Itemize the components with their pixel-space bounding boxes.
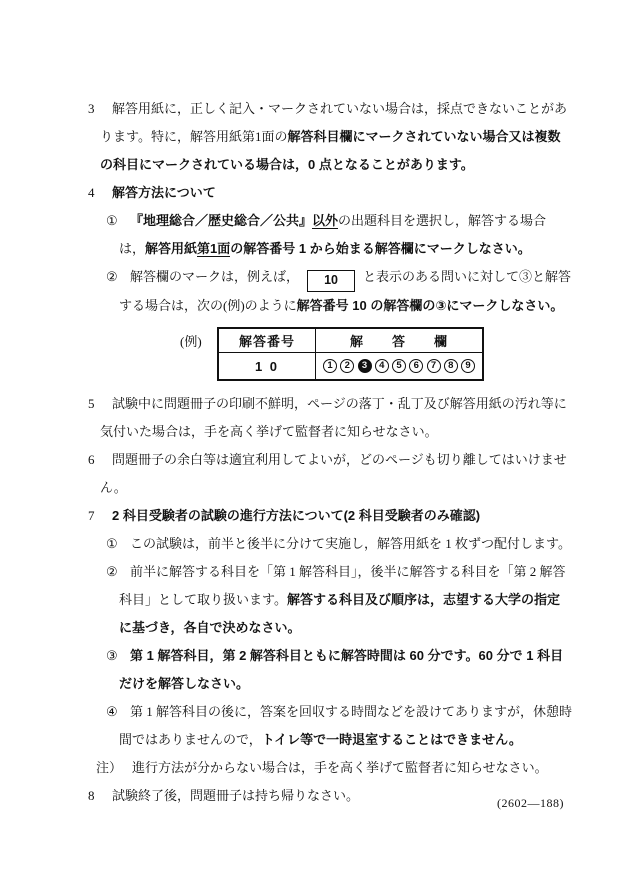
item-3-emphasis: 解答科目欄にマークされていない場合又は複数の科目にマークされている場合は，0 点となることがあります。 (100, 129, 561, 172)
igai-underlined: 以外 (312, 213, 339, 228)
example-data-row (218, 353, 483, 381)
sub-2-text-c: と解答する場合は，次の(例)のように (119, 269, 572, 313)
item-4-title: 解答方法について (112, 185, 216, 200)
sub-2-emphasis: 解答番号 10 の解答欄の (296, 298, 436, 313)
item-5 (88, 390, 572, 446)
sub-2-tail-emphasis: にマークしなさい。 (446, 298, 564, 313)
circled-3-marker: ③ (106, 648, 118, 663)
sub-7-2-text: 前半に解答する科目を「第 1 解答科目」，後半に解答する科目を「第 2 解答科目」として取り扱います。 (119, 564, 566, 607)
mark-option-3-filled: 3 (358, 359, 372, 373)
answer-sheet-emphasis: 解答用紙 (145, 241, 198, 256)
sub-7-4-emphasis: トイレ等で一時退室することはできません。 (261, 732, 522, 747)
item-5-number: 5 (88, 396, 95, 411)
mark-option-1: 1 (323, 359, 337, 373)
item-6 (88, 446, 572, 502)
mark-option-4: 4 (375, 359, 389, 373)
item-4-heading (88, 179, 572, 207)
answer-number-header: 解答番号 (218, 328, 316, 353)
answer-column-header: 解 答 欄 (316, 328, 484, 353)
item-4-sub-2 (100, 263, 572, 320)
sub-2-text-a: 解答欄のマークは，例えば， (130, 269, 300, 284)
first-side-underlined: 第1面 (197, 241, 231, 256)
item-7-number: 7 (88, 508, 95, 523)
circled-option-3-bold: ③ (435, 298, 447, 313)
example-header-row (218, 328, 483, 353)
page-code: (2602—188) (497, 796, 564, 810)
mark-option-9: 9 (461, 359, 475, 373)
mark-options (316, 353, 482, 379)
note-marker: 注） (96, 760, 123, 775)
circled-2-marker: ② (106, 269, 118, 284)
item-7-sub-2 (100, 558, 572, 642)
sub-1-tail-emphasis: の解答番号 1 から始まる解答欄にマークしなさい。 (230, 241, 531, 256)
example-block (180, 327, 572, 381)
answer-number-value: 1 0 (218, 353, 316, 381)
circled-4-marker: ④ (106, 704, 118, 719)
item-7-sub-1 (100, 530, 572, 558)
circled-option-3: ③ (519, 269, 533, 284)
item-7-heading (88, 502, 572, 530)
item-7-note (96, 754, 572, 782)
sub-2-text-b: と表示のある問いに対して (363, 269, 520, 284)
sub-7-3-emphasis: 第 1 解答科目，第 2 解答科目ともに解答時間は 60 分です。60 分で 1 科目だけを解答しなさい。 (119, 648, 564, 691)
sub-7-4-text: 第 1 解答科目の後に，答案を回収する時間などを設けてありますが，休憩時間ではありませんので， (119, 704, 573, 747)
item-7-title: 2 科目受験者の試験の進行方法について(2 科目受験者のみ確認) (112, 508, 481, 523)
sub-7-2-emphasis: 解答する科目及び順序は，志望する大学の指定に基づき，各自で決めなさい。 (119, 592, 560, 635)
example-table (217, 327, 484, 381)
note-text: 進行方法が分からない場合は，手を高く挙げて監督者に知らせなさい。 (132, 760, 548, 775)
item-3-number: 3 (88, 101, 95, 116)
item-5-text: 試験中に問題冊子の印刷不鮮明，ページの落丁・乱丁及び解答用紙の汚れ等に気付いた場合は，手を高く挙げて監督者に知らせなさい。 (100, 396, 567, 439)
mark-option-7: 7 (427, 359, 441, 373)
item-3 (88, 95, 572, 179)
mark-options-cell (316, 353, 484, 381)
item-8-text: 試験終了後，問題冊子は持ち帰りなさい。 (112, 788, 360, 803)
item-4-number: 4 (88, 185, 95, 200)
mark-option-6: 6 (409, 359, 423, 373)
circled-2-marker: ② (106, 564, 118, 579)
circled-1-marker: ① (106, 536, 118, 551)
example-label: (例) (180, 334, 202, 349)
item-6-text: 問題冊子の余白等は適宜利用してよいが，どのページも切り離してはいけません。 (100, 452, 567, 495)
answer-number-box: 10 (307, 270, 355, 292)
subject-list-emphasis: 『地理総合／歴史総合／公共』 (130, 213, 313, 228)
sub-1-text: の出題科目を選択し，解答する場合は， (119, 213, 547, 256)
item-4-sub-1 (100, 207, 572, 263)
mark-option-8: 8 (444, 359, 458, 373)
item-3-text: 解答用紙に，正しく記入・マークされていない場合は，採点できないことがあります。特に，解答用紙第1面の (100, 101, 568, 144)
item-7-sub-4 (100, 698, 572, 754)
circled-1-marker: ① (106, 213, 118, 228)
sub-7-1-text: この試験は，前半と後半に分けて実施し，解答用紙を 1 枚ずつ配付します。 (130, 536, 571, 551)
item-6-number: 6 (88, 452, 95, 467)
mark-option-5: 5 (392, 359, 406, 373)
item-8-number: 8 (88, 788, 95, 803)
item-7-sub-3 (100, 642, 572, 698)
mark-option-2: 2 (340, 359, 354, 373)
